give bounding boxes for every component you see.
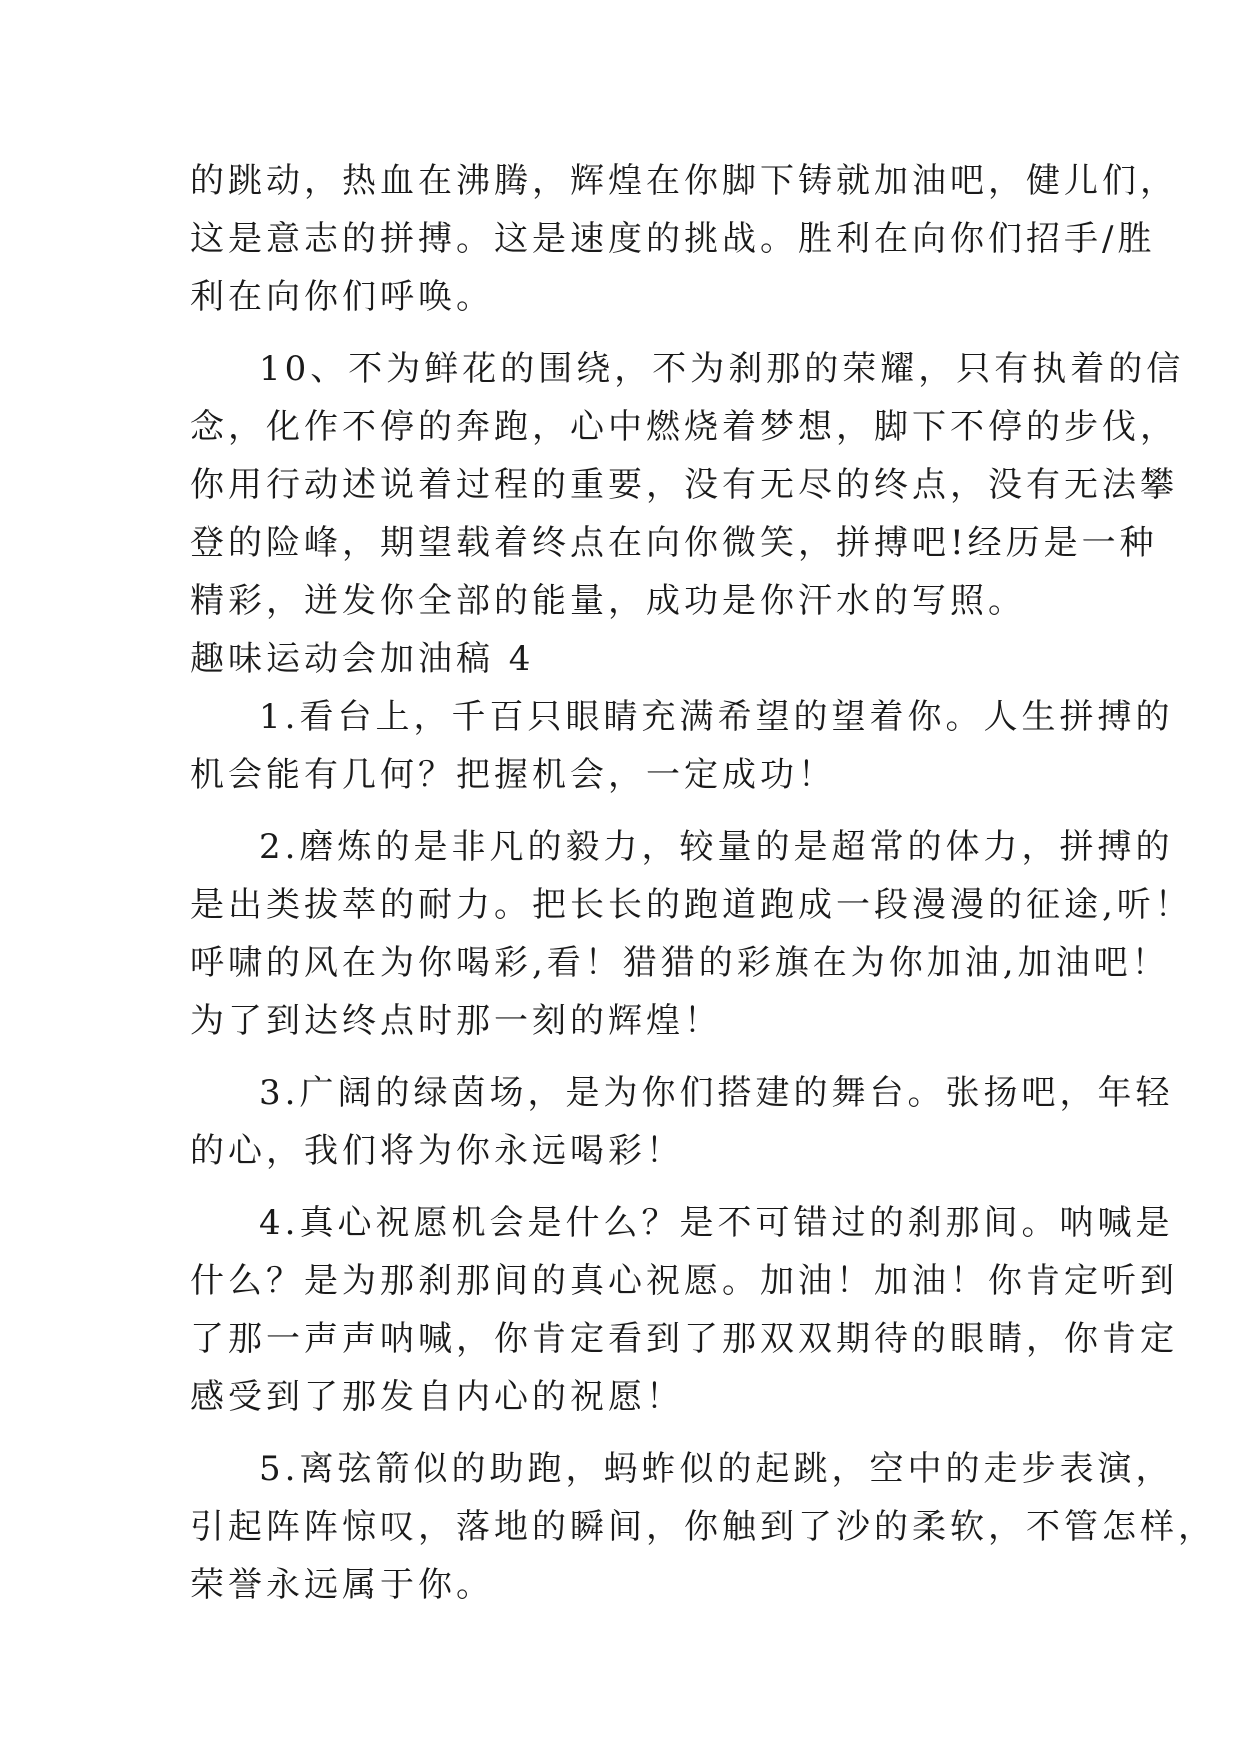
text-line: 为了到达终点时那一刻的辉煌！ [190, 1001, 722, 1041]
text-line: 2.磨炼的是非凡的毅力，较量的是超常的体力，拼搏的 [259, 827, 1174, 867]
text-line: 3.广阔的绿茵场，是为你们搭建的舞台。张扬吧，年轻 [259, 1073, 1174, 1113]
text-line: 精彩，迸发你全部的能量，成功是你汗水的写照。 [190, 581, 1026, 621]
text-line: 什么？是为那刹那间的真心祝愿。加油！加油！你肯定听到 [190, 1261, 1178, 1301]
text-line: 1.看台上，千百只眼睛充满希望的望着你。人生拼搏的 [259, 697, 1174, 737]
text-line: 的心，我们将为你永远喝彩！ [190, 1131, 684, 1171]
text-line: 荣誉永远属于你。 [190, 1565, 494, 1605]
text-line: 呼啸的风在为你喝彩,看！猎猎的彩旗在为你加油,加油吧！ [190, 943, 1170, 983]
text-line: 念，化作不停的奔跑，心中燃烧着梦想，脚下不停的步伐， [190, 407, 1178, 447]
text-line: 这是意志的拼搏。这是速度的挑战。胜利在向你们招手/胜 [190, 219, 1156, 259]
text-line: 了那一声声呐喊，你肯定看到了那双双期待的眼睛，你肯定 [190, 1319, 1178, 1359]
text-line: 利在向你们呼唤。 [190, 277, 494, 317]
text-line: 10、不为鲜花的围绕，不为刹那的荣耀，只有执着的信 [259, 349, 1185, 389]
text-line: 感受到了那发自内心的祝愿！ [190, 1377, 684, 1417]
text-line: 4.真心祝愿机会是什么？是不可错过的刹那间。呐喊是 [259, 1203, 1174, 1243]
text-line: 5.离弦箭似的助跑，蚂蚱似的起跳，空中的走步表演， [259, 1449, 1174, 1489]
text-line: 登的险峰，期望载着终点在向你微笑，拼搏吧!经历是一种 [190, 523, 1158, 563]
document-body [190, 152, 1216, 1614]
text-line: 引起阵阵惊叹，落地的瞬间，你触到了沙的柔软，不管怎样， [190, 1507, 1216, 1547]
text-line: 是出类拔萃的耐力。把长长的跑道跑成一段漫漫的征途,听！ [190, 885, 1193, 925]
text-line: 你用行动述说着过程的重要，没有无尽的终点，没有无法攀 [190, 465, 1178, 505]
text-line: 的跳动，热血在沸腾，辉煌在你脚下铸就加油吧，健儿们， [190, 161, 1178, 201]
section-heading: 趣味运动会加油稿 4 [190, 639, 535, 679]
text-line: 机会能有几何？把握机会，一定成功！ [190, 755, 836, 795]
